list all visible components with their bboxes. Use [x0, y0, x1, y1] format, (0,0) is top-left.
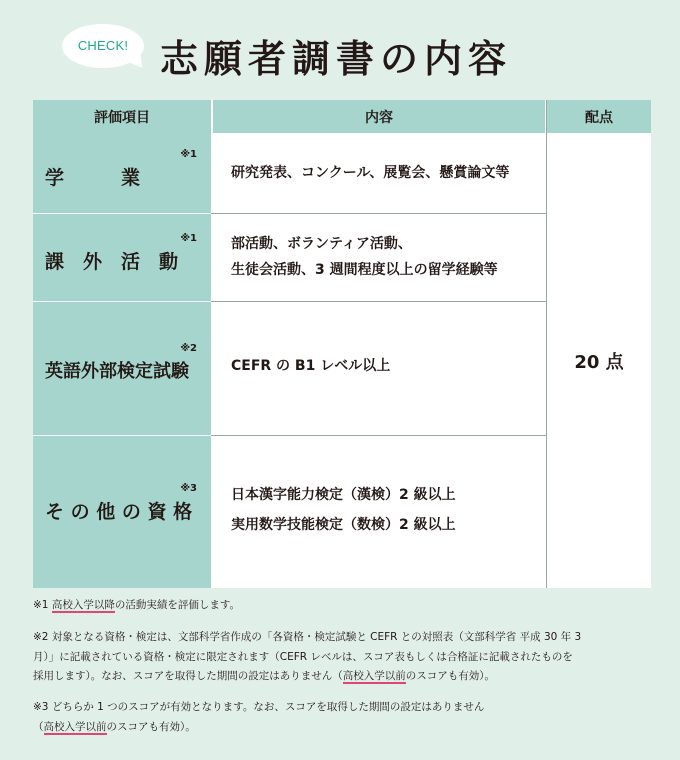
row-divider: [211, 435, 546, 436]
content-line: 生徒会活動、3 週間程度以上の留学経験等: [231, 262, 498, 278]
row-item-text: そ の 他 の 資 格: [45, 501, 193, 523]
content-line: 部活動、ボランティア活動、: [231, 236, 412, 252]
row-content-academics: [211, 133, 547, 213]
footnote-text: のスコアも有効）。: [106, 720, 196, 733]
underlined-text: 高校入学以前: [43, 720, 107, 733]
score-value: 20 点: [574, 351, 624, 373]
row-content-extracurricular: [211, 213, 547, 301]
content-line: 実用数学技能検定（数検）2 級以上: [231, 517, 456, 533]
row-note: ※1: [180, 149, 197, 160]
row-label-other-qualifications: [33, 435, 211, 588]
footnote-text: ※2 対象となる資格・検定は、文部科学省作成の「各資格・検定試験と CEFR との対照表（文部科学省 平成 30 年 3: [33, 631, 582, 643]
label-divider: [33, 435, 211, 436]
footnote-text: のスコアも有効）。: [405, 670, 495, 682]
footnote-text: （: [33, 720, 44, 733]
column-header-score: 配点: [547, 100, 651, 133]
content-line: CEFR の B1 レベル以上: [231, 358, 391, 374]
row-item-text: 学 業: [45, 167, 141, 189]
row-divider: [211, 301, 546, 302]
column-header-item: 評価項目: [33, 100, 211, 133]
row-note: ※1: [180, 233, 197, 244]
row-content-other-qualifications: [211, 435, 547, 588]
header: [0, 0, 680, 100]
footnote-text: 採用します）。なお、スコアを取得した期間の設定はありません（: [33, 670, 343, 682]
row-divider: [211, 213, 546, 214]
row-item-text: 課 外 活 動: [45, 251, 179, 273]
row-label-english-test: [33, 301, 211, 435]
underlined-text: 高校入学以前: [342, 670, 406, 682]
page-title: 志願者調書の内容: [160, 37, 513, 81]
row-note: ※2: [180, 343, 197, 354]
footnote-text: ※3 どちらか 1 つのスコアが有効となります。なお、スコアを取得した期間の設定はありません: [33, 701, 485, 713]
content-line: 研究発表、コンクール、展覧会、懸賞論文等: [231, 165, 510, 181]
row-label-extracurricular: [33, 213, 211, 301]
footnote-3: [33, 698, 658, 737]
header-divider: [211, 100, 213, 133]
row-item-text: 英語外部検定試験: [45, 361, 189, 382]
label-divider: [33, 213, 211, 214]
label-divider: [33, 301, 211, 302]
column-header-content: 内容: [213, 100, 545, 133]
row-item: [45, 163, 197, 190]
row-label-academics: [33, 133, 211, 213]
evaluation-table: [33, 100, 651, 588]
underlined-text: 高校入学以降: [51, 599, 115, 611]
footnote-text: の活動実績を評価します。: [114, 599, 240, 611]
row-content-english-test: [211, 301, 547, 435]
footnote-text: 月）」に記載されている資格・検定に限定されます（CEFR レベルは、スコア表もしくは合格証に記載されたものを: [33, 650, 573, 663]
footnote-marker: ※1: [33, 599, 52, 611]
check-label: CHECK!: [77, 38, 129, 53]
footnote-2: [33, 628, 658, 687]
footnote-1: [33, 596, 658, 616]
row-note: ※3: [180, 483, 197, 494]
content-line: 日本漢字能力検定（漢検）2 級以上: [231, 487, 456, 503]
